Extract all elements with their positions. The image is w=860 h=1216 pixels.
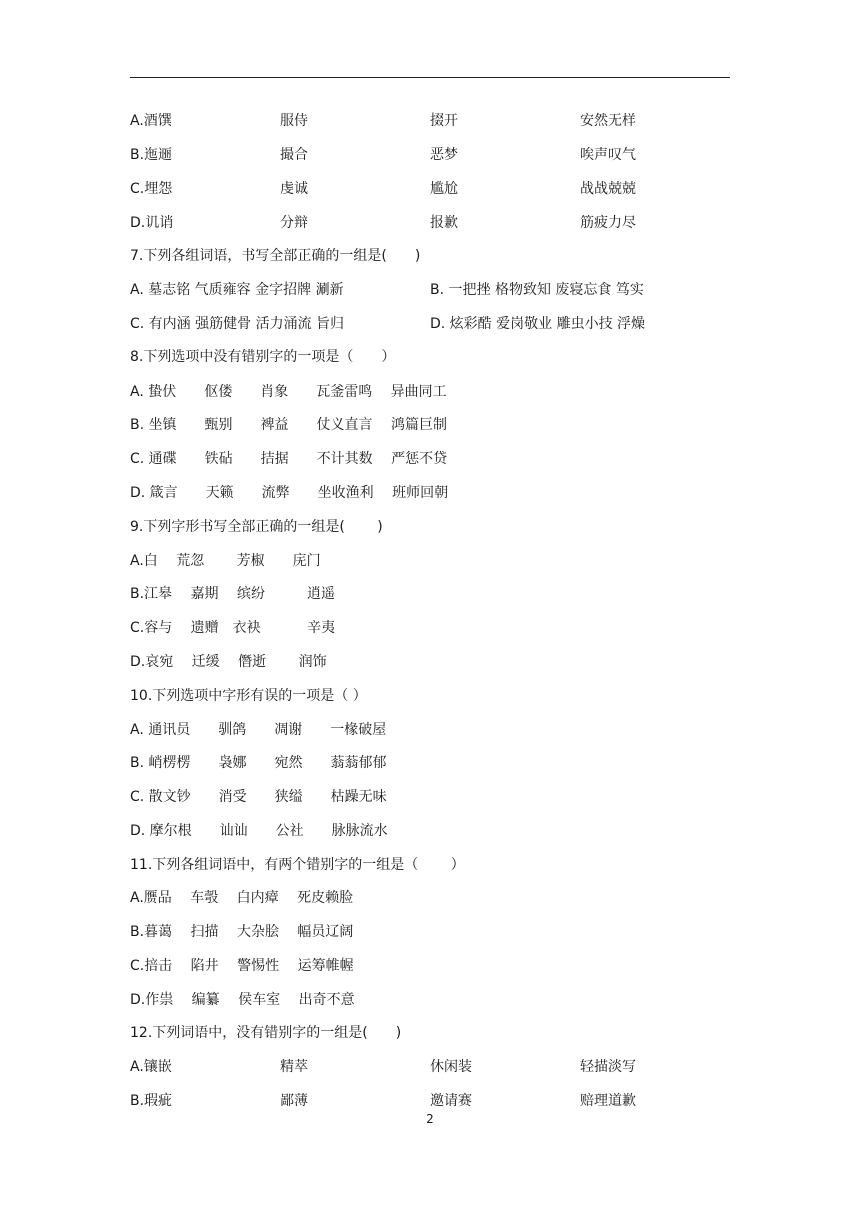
- option-cell: 唉声叹气: [580, 147, 636, 163]
- page-number: 2: [426, 1112, 434, 1126]
- option-line: C. 通碟 铁砧 拮据 不计其数 严惩不贷: [130, 451, 448, 467]
- question-12-stem: 12.下列词语中，没有错别字的一组是( ): [130, 1025, 402, 1041]
- option-cell: 安然无样: [580, 113, 636, 129]
- option-cell: B.迤逦: [130, 147, 173, 163]
- option-line: A.赝品 车彀 白内瘴 死皮赖脸: [130, 890, 354, 906]
- option-line: D. 箴言 天籁 流弊 坐收渔利 班师回朝: [130, 485, 449, 501]
- option-cell: 赔理道歉: [580, 1093, 636, 1109]
- question-10-stem: 10.下列选项中字形有误的一项是（ ）: [130, 688, 367, 704]
- option-line: A.白 荒忽 芳椒 庑门: [130, 553, 321, 569]
- option-cell: B. 一把挫 格物致知 废寝忘食 笃实: [430, 282, 644, 298]
- option-line: A. 通讯员 驯鸽 凋谢 一椽破屋: [130, 722, 387, 738]
- option-cell: D.讥诮: [130, 215, 174, 231]
- option-line: C. 散文钞 消受 狭缢 枯躁无味: [130, 789, 387, 805]
- option-cell: 休闲装: [430, 1059, 472, 1075]
- option-cell: A.镶嵌: [130, 1059, 172, 1075]
- option-line: B. 坐镇 甄别 裨益 仗义直言 鸿篇巨制: [130, 417, 447, 433]
- option-line: B. 峭楞楞 袅娜 宛然 蓊蓊郁郁: [130, 755, 387, 771]
- question-7-stem: 7.下列各组词语，书写全部正确的一组是( ): [130, 248, 421, 264]
- option-line: B.江皋 嘉期 缤纷 逍遥: [130, 586, 335, 602]
- option-line: D. 摩尔根 讪讪 公社 脉脉流水: [130, 823, 388, 839]
- option-cell: B.瑕疵: [130, 1093, 173, 1109]
- question-8-stem: 8.下列选项中没有错别字的一项是（ ）: [130, 349, 396, 365]
- option-cell: A.酒馔: [130, 113, 172, 129]
- option-line: C.掊击 陷井 警惕性 运筹帷幄: [130, 958, 354, 974]
- option-cell: 精萃: [280, 1059, 308, 1075]
- option-cell: C.埋怨: [130, 181, 173, 197]
- option-cell: C. 有内涵 强筋健骨 活力涌流 旨归: [130, 316, 345, 332]
- option-cell: 筋疲力尽: [580, 215, 636, 231]
- option-cell: 鄙薄: [280, 1093, 308, 1109]
- option-cell: 报歉: [430, 215, 458, 231]
- option-cell: D. 炫彩酷 爱岗敬业 雕虫小技 浮燥: [430, 316, 646, 332]
- option-line: D.哀宛 迁缓 僭逝 润饰: [130, 654, 327, 670]
- option-line: C.容与 遗赠 衣袂 辛夷: [130, 620, 336, 636]
- option-cell: 撮合: [280, 147, 308, 163]
- option-cell: 战战兢兢: [580, 181, 636, 197]
- option-cell: 虔诚: [280, 181, 308, 197]
- option-line: B.暮蔼 扫描 大杂脍 幅员辽阔: [130, 924, 354, 940]
- option-cell: A. 墓志铭 气质雍容 金字招牌 涮新: [130, 282, 344, 298]
- header-rule: [130, 77, 730, 78]
- option-line: A. 蛰伏 伛偻 肖象 瓦釜雷鸣 异曲同工: [130, 384, 447, 400]
- option-cell: 恶梦: [430, 147, 458, 163]
- question-9-stem: 9.下列字形书写全部正确的一组是( ): [130, 519, 383, 535]
- option-cell: 邀请赛: [430, 1093, 472, 1109]
- question-11-stem: 11.下列各组词语中，有两个错别字的一组是（ ）: [130, 857, 465, 873]
- option-cell: 分辩: [280, 215, 308, 231]
- option-cell: 轻描淡写: [580, 1059, 636, 1075]
- option-cell: 掇开: [430, 113, 458, 129]
- option-cell: 尴尬: [430, 181, 458, 197]
- option-cell: 服侍: [280, 113, 308, 129]
- option-line: D.作祟 编纂 侯车室 出奇不意: [130, 992, 355, 1008]
